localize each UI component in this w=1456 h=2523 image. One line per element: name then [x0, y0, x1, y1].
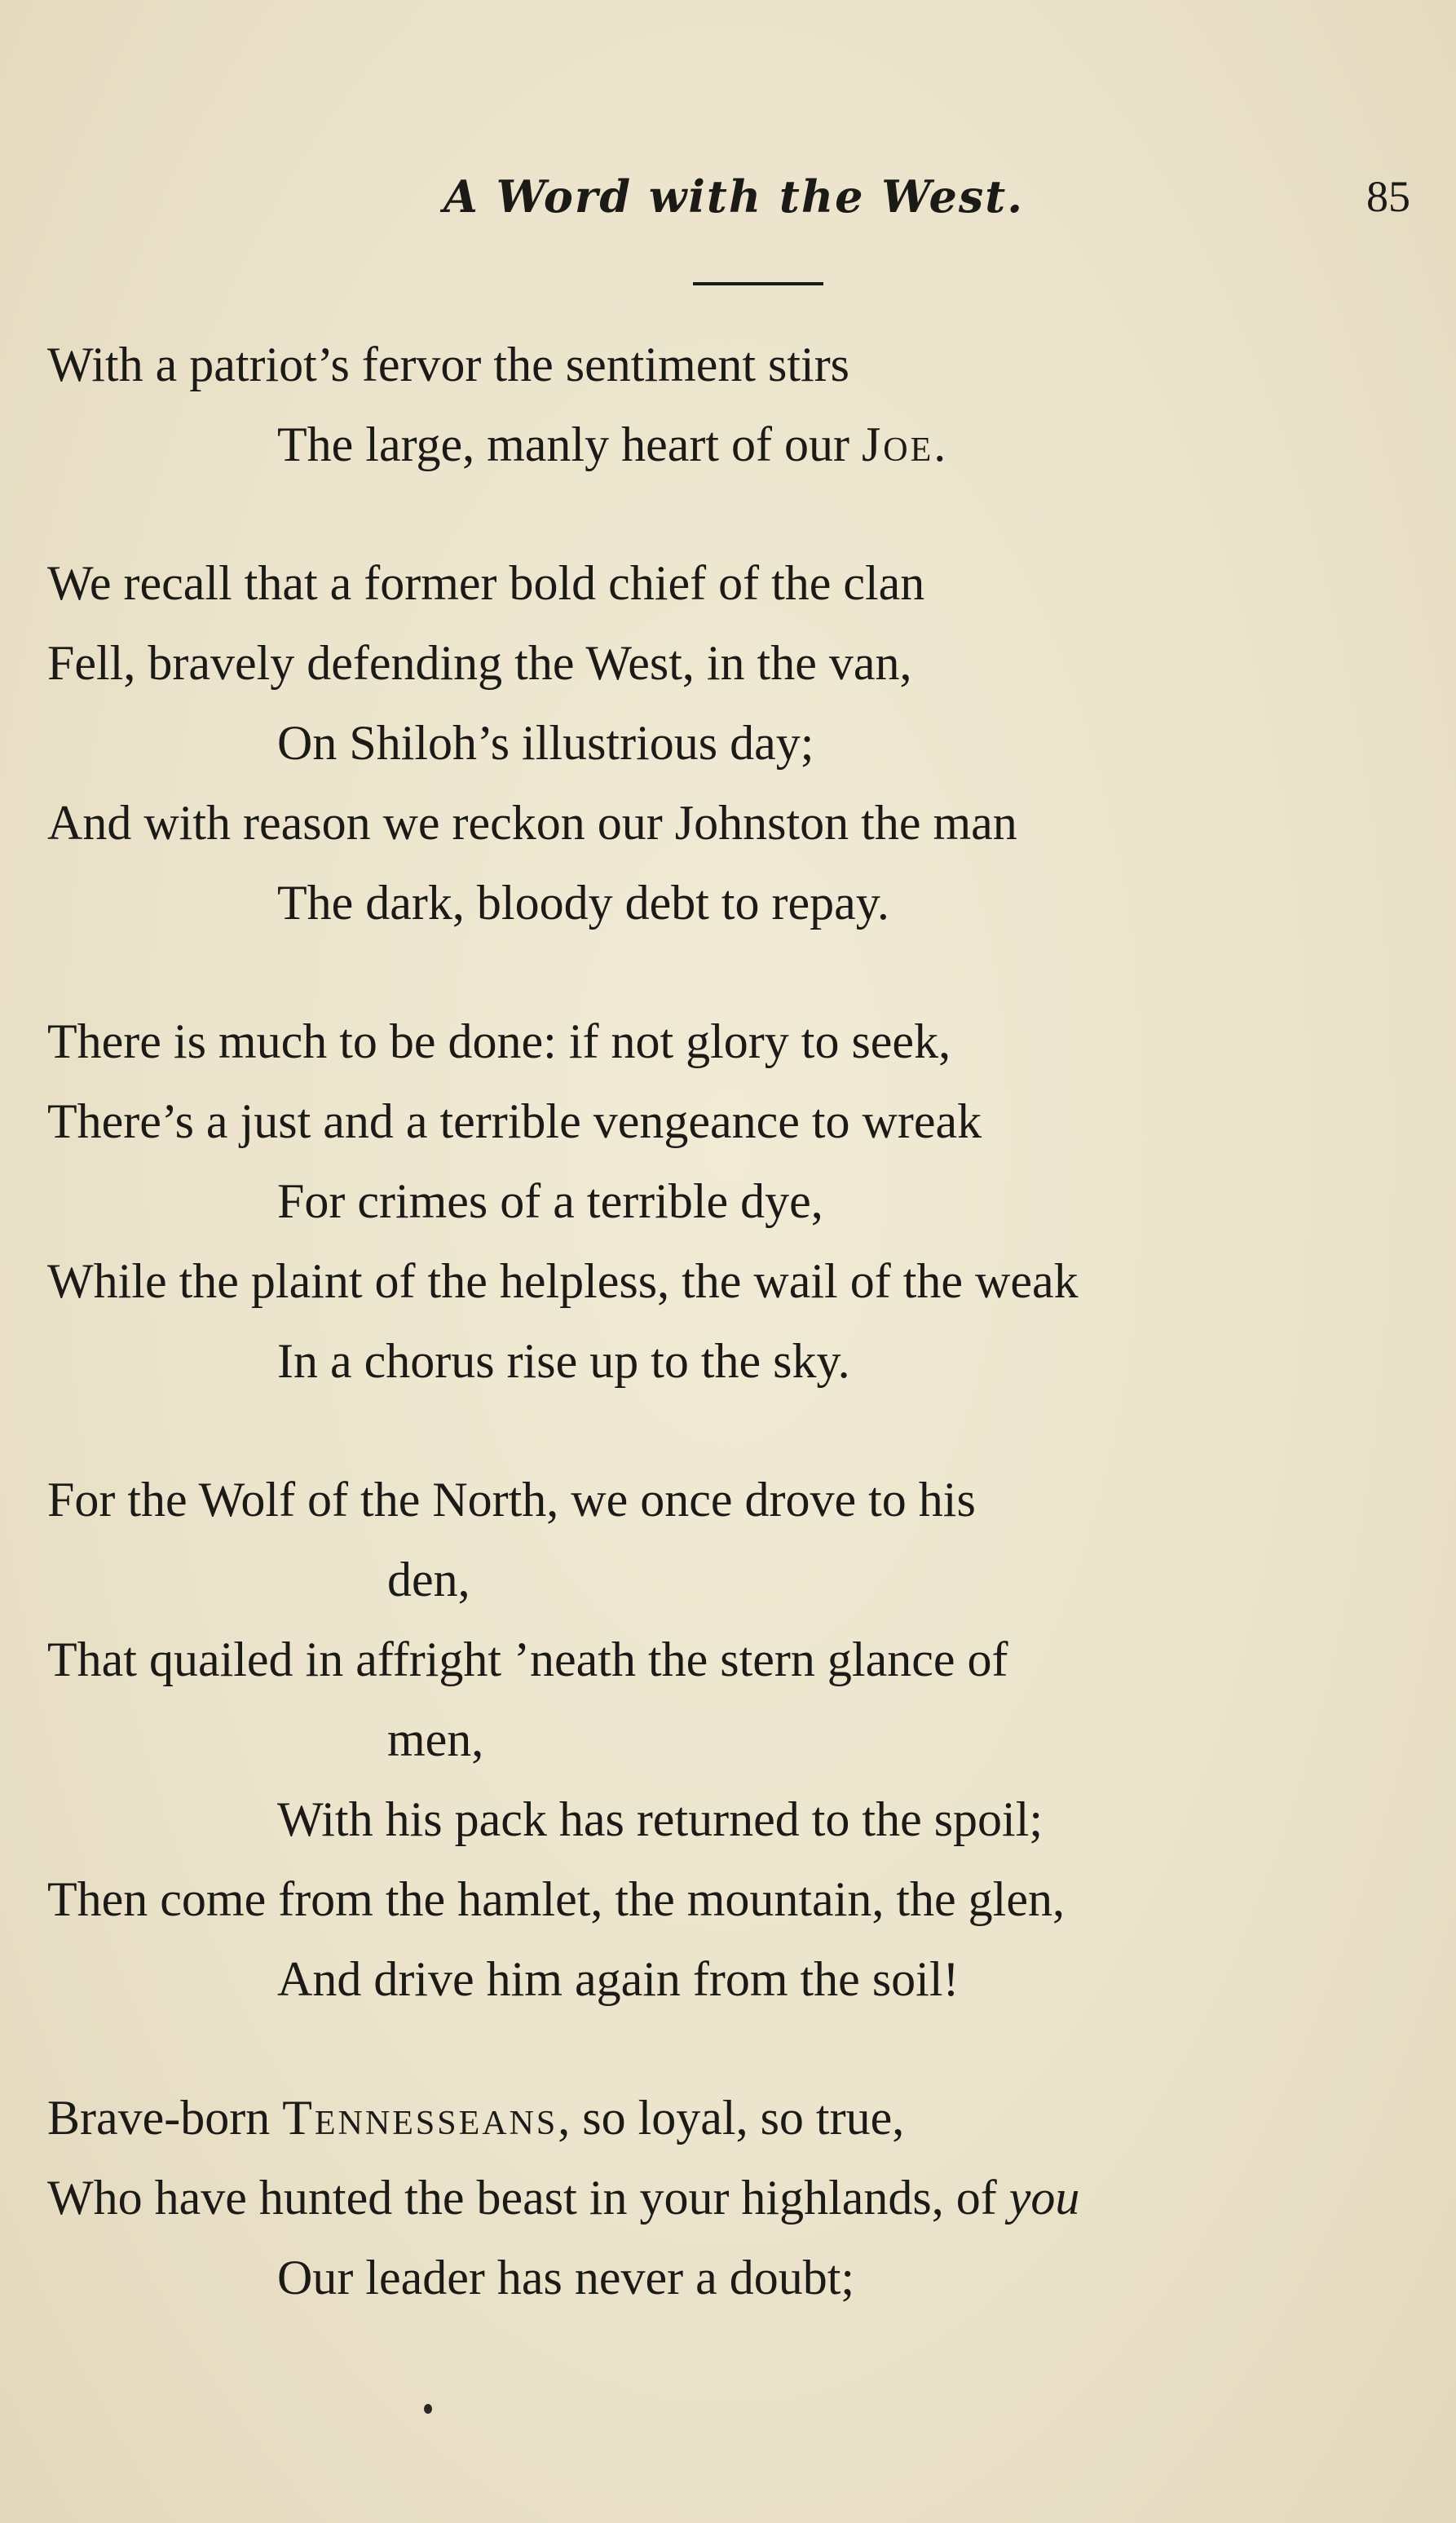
poem-line: There is much to be done: if not glory to seek,	[47, 1014, 951, 1068]
poem-line: Fell, bravely defending the West, in the van,	[47, 636, 912, 690]
small-caps-name: Joe	[861, 418, 934, 471]
poem-line: And with reason we reckon our Johnston the man	[47, 796, 1017, 850]
poem-line: Our leader has never a doubt;	[277, 2251, 855, 2304]
poem-line	[0, 2158, 1456, 2238]
stanza-gap	[0, 943, 1456, 1001]
line-text: The large, manly heart of our	[277, 418, 862, 471]
stanza-gap	[0, 1401, 1456, 1460]
poem-line: We recall that a former bold chief of the clan	[47, 556, 925, 610]
poem-line: den,	[387, 1553, 470, 1606]
stanza-gap	[0, 2019, 1456, 2078]
line-start: Brave-born	[47, 2091, 283, 2145]
poem-line: In a chorus rise up to the sky.	[277, 1334, 850, 1388]
poem-line: With his pack has returned to the spoil;	[277, 1792, 1043, 1846]
stanza-1	[0, 325, 1456, 484]
page-number: 85	[1366, 172, 1410, 221]
poem-line: men,	[387, 1712, 484, 1766]
line-end: , so loyal, so true,	[558, 2091, 905, 2145]
stanza-5	[0, 2078, 1456, 2318]
line-text: Who have hunted the beast in your highlands, of	[47, 2171, 1009, 2225]
header-rule	[693, 282, 823, 285]
poem-line	[0, 404, 1456, 484]
italic-word: you	[1008, 2171, 1080, 2225]
poem-line: With a patriot’s fervor the sentiment stirs	[47, 338, 850, 391]
poem-line: And drive him again from the soil!	[277, 1952, 960, 2006]
stanza-gap	[0, 484, 1456, 543]
poem-line: Then come from the hamlet, the mountain, the glen,	[47, 1872, 1065, 1926]
small-caps-name: Tennesseans	[282, 2091, 558, 2145]
poem-line: On Shiloh’s illustrious day;	[277, 716, 814, 770]
poem-line: For the Wolf of the North, we once drove to his	[47, 1473, 976, 1527]
poem-line: For crimes of a terrible dye,	[277, 1174, 823, 1228]
stanza-4	[0, 1460, 1456, 2019]
running-title: A Word with the West.	[443, 170, 1025, 223]
running-head	[0, 160, 1456, 233]
ink-speck	[424, 2404, 432, 2414]
poem	[0, 325, 1456, 2318]
poem-line	[0, 2078, 1456, 2158]
poem-line: There’s a just and a terrible vengeance to wreak	[47, 1094, 982, 1148]
poem-line: While the plaint of the helpless, the wail of the weak	[47, 1254, 1079, 1308]
stanza-3	[0, 1001, 1456, 1401]
poem-line: The dark, bloody debt to repay.	[277, 876, 889, 930]
stanza-2	[0, 543, 1456, 943]
poem-line: That quailed in affright ’neath the stern glance of	[47, 1633, 1008, 1686]
line-end: .	[933, 418, 946, 471]
